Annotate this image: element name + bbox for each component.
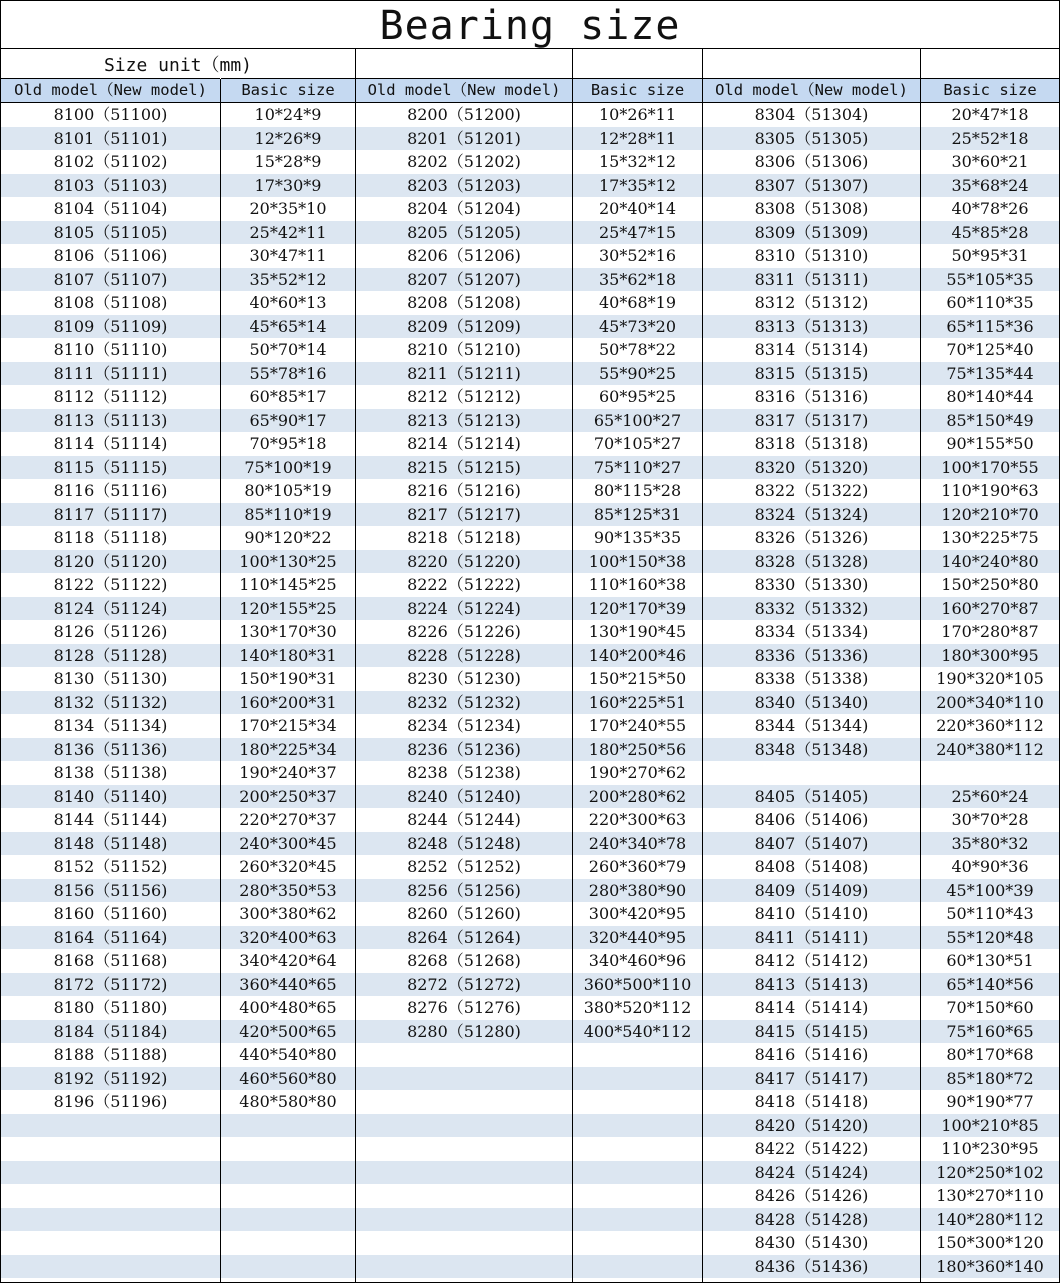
- model-cell: 8315（51315): [754, 363, 869, 383]
- basic-size-cell: 25*52*18: [951, 128, 1029, 148]
- basic-size-cell: 240*300*45: [239, 833, 337, 853]
- model-cell: 8207（51207): [407, 269, 521, 289]
- model-cell: 8268（51268): [407, 951, 521, 970]
- model-cell: 8416（51416): [754, 1045, 869, 1064]
- basic-size-cell: 90*120*22: [244, 528, 332, 547]
- model-cell: 8107（51107): [53, 269, 168, 289]
- basic-size-cell: 80*115*28: [593, 481, 682, 500]
- header-old-model-3: [703, 78, 920, 103]
- basic-size-cell: 260*360*79: [588, 857, 687, 876]
- basic-size-cell: 10*26*11: [598, 105, 677, 124]
- model-cell: 8224（51224): [407, 598, 521, 618]
- model-cell: 8192（51192): [53, 1068, 168, 1088]
- basic-size-cell: 440*540*80: [239, 1045, 337, 1064]
- model-cell: 8306（51306): [754, 152, 869, 171]
- basic-size-cell: 180*300*95: [941, 645, 1039, 665]
- basic-size-cell: 50*78*22: [598, 340, 677, 359]
- model-cell: 8216（51216): [407, 481, 521, 500]
- basic-size-cell: 220*360*112: [936, 716, 1044, 735]
- model-cell: 8220（51220): [407, 551, 521, 571]
- header-basic-size-1: [221, 78, 355, 103]
- header-label: Basic size: [590, 81, 685, 99]
- model-cell: 8148（51148): [53, 833, 168, 853]
- model-cell: 8208（51208): [407, 293, 521, 312]
- basic-size-cell: 45*85*28: [951, 222, 1029, 242]
- model-cell: 8103（51103): [53, 175, 168, 195]
- model-cell: 8320（51320): [754, 457, 869, 477]
- model-cell: 8236（51236): [407, 739, 521, 759]
- model-cell: 8252（51252): [407, 857, 521, 876]
- model-cell: 8334（51334): [754, 622, 869, 641]
- basic-size-cell: 340*420*64: [239, 951, 337, 970]
- model-cell: 8201（51201): [407, 128, 521, 148]
- basic-size-cell: 180*250*56: [588, 739, 687, 759]
- basic-size-cell: 20*40*14: [598, 199, 677, 218]
- model-cell: 8311（51311): [754, 269, 869, 289]
- model-cell: 8330（51330): [754, 575, 869, 594]
- basic-size-cell: 15*28*9: [254, 152, 322, 171]
- model-cell: 8304（51304): [754, 105, 869, 124]
- model-cell: 8160（51160): [53, 904, 168, 923]
- model-cell: 8407（51407): [754, 833, 869, 853]
- basic-size-cell: 190*270*62: [588, 763, 687, 782]
- model-cell: 8412（51412): [754, 951, 869, 970]
- header-label: Basic size: [241, 81, 335, 99]
- column-divider: [920, 49, 921, 1282]
- basic-size-cell: 65*90*17: [249, 410, 327, 430]
- model-cell: 8209（51209): [407, 316, 521, 336]
- model-cell: 8313（51313): [754, 316, 869, 336]
- basic-size-cell: 80*170*68: [946, 1045, 1034, 1064]
- basic-size-cell: 17*30*9: [254, 175, 322, 195]
- model-cell: 8113（51113): [53, 410, 168, 430]
- basic-size-cell: 180*225*34: [239, 739, 337, 759]
- model-cell: 8244（51244): [407, 810, 521, 829]
- model-cell: 8436（51436): [754, 1256, 869, 1276]
- header-label: Old model（New model): [367, 81, 561, 99]
- basic-size-cell: 55*78*16: [249, 363, 327, 383]
- basic-size-cell: [921, 761, 1059, 785]
- header-old-model-1: [1, 78, 220, 103]
- model-cell: 8144（51144): [53, 810, 168, 829]
- basic-size-cell: 130*270*110: [936, 1186, 1044, 1205]
- model-cell: 8260（51260): [407, 904, 521, 923]
- model-cell: 8308（51308): [754, 199, 869, 218]
- basic-size-cell: 50*70*14: [249, 340, 327, 359]
- basic-size-cell: 85*180*72: [946, 1068, 1034, 1088]
- basic-size-cell: 10*24*9: [254, 105, 322, 124]
- model-cell: 8336（51336): [754, 645, 869, 665]
- basic-size-cell: 300*380*62: [239, 904, 337, 923]
- basic-size-cell: 75*110*27: [593, 457, 682, 477]
- basic-size-cell: 400*480*65: [239, 998, 337, 1017]
- basic-size-cell: 45*100*39: [946, 880, 1034, 900]
- model-cell: 8134（51134): [53, 716, 168, 735]
- basic-size-cell: 70*95*18: [249, 434, 327, 453]
- basic-size-cell: 200*340*110: [936, 692, 1044, 712]
- basic-size-cell: 12*28*11: [598, 128, 677, 148]
- basic-size-cell: 220*270*37: [239, 810, 337, 829]
- model-cell: 8140（51140): [53, 786, 168, 806]
- basic-size-cell: 40*90*36: [951, 857, 1029, 876]
- basic-size-cell: 30*70*28: [951, 810, 1029, 829]
- model-cell: 8430（51430): [754, 1233, 869, 1252]
- basic-size-cell: 200*280*62: [588, 786, 687, 806]
- model-cell: 8322（51322): [754, 481, 869, 500]
- basic-size-cell: 160*270*87: [941, 598, 1039, 618]
- basic-size-cell: 25*60*24: [951, 786, 1029, 806]
- model-cell: 8126（51126): [53, 622, 168, 641]
- basic-size-cell: 340*460*96: [588, 951, 687, 970]
- basic-size-cell: 100*170*55: [941, 457, 1039, 477]
- model-cell: 8124（51124): [53, 598, 168, 618]
- basic-size-cell: 240*380*112: [936, 739, 1044, 759]
- basic-size-cell: 15*32*12: [598, 152, 677, 171]
- model-cell: 8188（51188): [53, 1045, 168, 1064]
- model-cell: 8116（51116): [53, 481, 168, 500]
- model-cell: 8217（51217): [407, 504, 521, 524]
- model-cell: 8415（51415): [754, 1021, 869, 1041]
- model-cell: 8105（51105): [53, 222, 168, 242]
- basic-size-cell: 150*250*80: [941, 575, 1039, 594]
- basic-size-cell: 30*52*16: [598, 246, 677, 265]
- model-cell: 8240（51240): [407, 786, 521, 806]
- model-cell: 8406（51406): [754, 810, 869, 829]
- basic-size-cell: 75*100*19: [244, 457, 332, 477]
- basic-size-cell: 360*500*110: [583, 974, 692, 994]
- model-cell: 8222（51222): [407, 575, 521, 594]
- model-cell: 8204（51204): [407, 199, 521, 218]
- model-cell: 8312（51312): [754, 293, 869, 312]
- model-cell: 8172（51172): [53, 974, 168, 994]
- basic-size-cell: 120*250*102: [936, 1162, 1044, 1182]
- model-cell: 8338（51338): [754, 669, 869, 688]
- model-cell: 8408（51408): [754, 857, 869, 876]
- model-cell: 8309（51309): [754, 222, 869, 242]
- model-cell: 8122（51122): [53, 575, 168, 594]
- model-cell: 8110（51110): [53, 340, 168, 359]
- basic-size-cell: 190*240*37: [239, 763, 337, 782]
- model-cell: 8109（51109): [53, 316, 168, 336]
- model-cell: 8108（51108): [53, 293, 168, 312]
- model-cell: 8328（51328): [754, 551, 869, 571]
- basic-size-cell: 35*62*18: [598, 269, 677, 289]
- model-cell: 8180（51180): [53, 998, 168, 1017]
- model-cell: 8226（51226): [407, 622, 521, 641]
- model-cell: 8128（51128): [53, 645, 168, 665]
- model-cell: 8410（51410): [754, 904, 869, 923]
- basic-size-cell: 160*200*31: [239, 692, 337, 712]
- basic-size-cell: 50*95*31: [951, 246, 1029, 265]
- basic-size-cell: 100*150*38: [588, 551, 687, 571]
- model-cell: 8210（51210): [407, 340, 521, 359]
- model-cell: 8411（51411): [754, 927, 869, 947]
- model-cell: 8248（51248): [407, 833, 521, 853]
- basic-size-cell: 100*210*85: [941, 1115, 1039, 1135]
- model-cell: 8280（51280): [407, 1021, 521, 1041]
- model-cell: 8211（51211): [407, 363, 521, 383]
- basic-size-cell: 130*170*30: [239, 622, 337, 641]
- model-cell: 8264（51264): [407, 927, 521, 947]
- basic-size-cell: 85*110*19: [244, 504, 332, 524]
- model-cell: 8112（51112): [53, 387, 168, 406]
- basic-size-cell: 20*47*18: [951, 105, 1029, 124]
- basic-size-cell: 75*160*65: [946, 1021, 1034, 1041]
- model-cell: 8100（51100): [53, 105, 168, 124]
- basic-size-cell: 60*85*17: [249, 387, 327, 406]
- model-cell: 8228（51228): [407, 645, 521, 665]
- basic-size-cell: 85*125*31: [593, 504, 682, 524]
- basic-size-cell: 40*60*13: [249, 293, 327, 312]
- model-cell: 8101（51101): [53, 128, 168, 148]
- model-cell: 8317（51317): [754, 410, 869, 430]
- basic-size-cell: 190*320*105: [936, 669, 1044, 688]
- model-cell: 8272（51272): [407, 974, 521, 994]
- basic-size-cell: 240*340*78: [588, 833, 687, 853]
- basic-size-cell: 140*180*31: [239, 645, 337, 665]
- column-divider: [220, 79, 221, 1282]
- basic-size-cell: 65*100*27: [593, 410, 682, 430]
- header-label: Old model（New model): [14, 81, 207, 99]
- basic-size-cell: 130*225*75: [941, 528, 1039, 547]
- model-cell: 8316（51316): [754, 387, 869, 406]
- basic-size-cell: 170*280*87: [941, 622, 1039, 641]
- model-cell: 8422（51422): [754, 1139, 869, 1158]
- model-cell: 8234（51234): [407, 716, 521, 735]
- model-cell: 8114（51114): [53, 434, 168, 453]
- basic-size-cell: 60*130*51: [946, 951, 1034, 970]
- header-label: Basic size: [943, 81, 1037, 99]
- basic-size-cell: 85*150*49: [946, 410, 1034, 430]
- basic-size-cell: 460*560*80: [239, 1068, 337, 1088]
- basic-size-cell: 30*47*11: [249, 246, 327, 265]
- model-cell: 8426（51426): [754, 1186, 869, 1205]
- model-cell: 8104（51104): [53, 199, 168, 218]
- basic-size-cell: 360*440*65: [239, 974, 337, 994]
- basic-size-cell: 55*120*48: [946, 927, 1034, 947]
- basic-size-cell: 320*440*95: [588, 927, 687, 947]
- model-cell: 8318（51318): [754, 434, 869, 453]
- model-cell: 8136（51136): [53, 739, 168, 759]
- model-cell: 8203（51203): [407, 175, 521, 195]
- basic-size-cell: 400*540*112: [583, 1021, 692, 1041]
- model-cell: 8138（51138): [53, 763, 168, 782]
- basic-size-cell: 140*240*80: [941, 551, 1039, 571]
- basic-size-cell: 45*65*14: [249, 316, 327, 336]
- model-cell: 8117（51117): [53, 504, 168, 524]
- model-cell: 8232（51232): [407, 692, 521, 712]
- model-cell: 8344（51344): [754, 716, 869, 735]
- basic-size-cell: 150*300*120: [936, 1233, 1044, 1252]
- basic-size-cell: 80*105*19: [244, 481, 332, 500]
- basic-size-cell: 40*78*26: [951, 199, 1029, 218]
- basic-size-cell: 70*125*40: [946, 340, 1034, 359]
- model-cell: 8184（51184): [53, 1021, 168, 1041]
- size-unit-row: [1, 49, 1059, 77]
- basic-size-cell: 50*110*43: [946, 904, 1034, 923]
- basic-size-cell: 150*215*50: [588, 669, 687, 688]
- model-cell: 8324（51324): [754, 504, 869, 524]
- model-cell: 8424（51424): [754, 1162, 869, 1182]
- model-cell: 8256（51256): [407, 880, 521, 900]
- model-cell: 8238（51238): [407, 763, 521, 782]
- model-cell: 8111（51111): [53, 363, 168, 383]
- column-divider: [572, 49, 573, 1282]
- model-cell: 8307（51307): [754, 175, 869, 195]
- model-cell: 8212（51212): [407, 387, 521, 406]
- basic-size-cell: 110*190*63: [941, 481, 1039, 500]
- basic-size-cell: 120*155*25: [239, 598, 337, 618]
- model-cell: 8206（51206): [407, 246, 521, 265]
- basic-size-cell: 120*210*70: [941, 504, 1039, 524]
- basic-size-cell: 30*60*21: [951, 152, 1029, 171]
- model-cell: 8202（51202): [407, 152, 521, 171]
- basic-size-cell: 70*150*60: [946, 998, 1034, 1017]
- model-cell: 8152（51152): [53, 857, 168, 876]
- basic-size-cell: 65*115*36: [946, 316, 1034, 336]
- basic-size-cell: 140*280*112: [936, 1209, 1044, 1229]
- basic-size-cell: 130*190*45: [588, 622, 687, 641]
- model-cell: 8106（51106): [53, 246, 168, 265]
- basic-size-cell: 320*400*63: [239, 927, 337, 947]
- model-cell: 8276（51276): [407, 998, 521, 1017]
- header-basic-size-3: [921, 78, 1059, 103]
- basic-size-cell: 35*80*32: [951, 833, 1029, 853]
- model-cell: 8200（51200): [407, 105, 521, 124]
- basic-size-cell: 420*500*65: [239, 1021, 337, 1041]
- basic-size-cell: 20*35*10: [249, 199, 327, 218]
- model-cell: 8214（51214): [407, 434, 521, 453]
- model-cell: 8164（51164): [53, 927, 168, 947]
- basic-size-cell: 60*95*25: [598, 387, 677, 406]
- model-cell: 8215（51215): [407, 457, 521, 477]
- model-cell: 8413（51413): [754, 974, 869, 994]
- basic-size-cell: 160*225*51: [588, 692, 687, 712]
- basic-size-cell: 140*200*46: [588, 645, 687, 665]
- model-cell: 8418（51418): [754, 1092, 869, 1111]
- model-cell: 8332（51332): [754, 598, 869, 618]
- model-cell: 8130（51130): [53, 669, 168, 688]
- model-cell: 8305（51305): [754, 128, 869, 148]
- page-title: Bearing size: [1, 1, 1059, 49]
- model-cell: 8414（51414): [754, 998, 869, 1017]
- header-label: Old model（New model): [715, 81, 908, 99]
- basic-size-cell: 170*215*34: [239, 716, 337, 735]
- model-cell: 8205（51205): [407, 222, 521, 242]
- model-cell: 8348（51348): [754, 739, 869, 759]
- header-old-model-2: [356, 78, 572, 103]
- model-cell: 8230（51230): [407, 669, 521, 688]
- basic-size-cell: 220*300*63: [588, 810, 687, 829]
- basic-size-cell: 480*580*80: [239, 1092, 337, 1111]
- basic-size-cell: 260*320*45: [239, 857, 337, 876]
- model-cell: 8118（51118): [53, 528, 168, 547]
- basic-size-cell: 65*140*56: [946, 974, 1034, 994]
- column-divider: [355, 49, 356, 1282]
- basic-size-cell: 380*520*112: [583, 998, 692, 1017]
- basic-size-cell: 55*90*25: [598, 363, 677, 383]
- basic-size-cell: 35*52*12: [249, 269, 327, 289]
- model-cell: 8420（51420): [754, 1115, 869, 1135]
- basic-size-cell: 70*105*27: [593, 434, 682, 453]
- basic-size-cell: 110*145*25: [239, 575, 337, 594]
- basic-size-cell: 25*47*15: [598, 222, 677, 242]
- basic-size-cell: 100*130*25: [239, 551, 337, 571]
- model-cell: 8314（51314): [754, 340, 869, 359]
- column-divider: [702, 49, 703, 1282]
- model-cell: 8120（51120): [53, 551, 168, 571]
- basic-size-cell: 25*42*11: [249, 222, 327, 242]
- basic-size-cell: 90*190*77: [946, 1092, 1034, 1111]
- basic-size-cell: 75*135*44: [946, 363, 1034, 383]
- basic-size-cell: 35*68*24: [951, 175, 1029, 195]
- basic-size-cell: 300*420*95: [588, 904, 687, 923]
- basic-size-cell: 60*110*35: [946, 293, 1034, 312]
- model-cell: [703, 761, 920, 785]
- basic-size-cell: 12*26*9: [254, 128, 322, 148]
- basic-size-cell: 55*105*35: [946, 269, 1034, 289]
- model-cell: 8102（51102): [53, 152, 168, 171]
- model-cell: 8428（51428): [754, 1209, 869, 1229]
- basic-size-cell: 120*170*39: [588, 598, 687, 618]
- size-unit-label: Size unit（mm): [103, 55, 253, 76]
- basic-size-cell: 45*73*20: [598, 316, 677, 336]
- basic-size-cell: 40*68*19: [598, 293, 677, 312]
- basic-size-cell: 90*135*35: [593, 528, 682, 547]
- basic-size-cell: 90*155*50: [946, 434, 1034, 453]
- basic-size-cell: 80*140*44: [946, 387, 1034, 406]
- model-cell: 8168（51168): [53, 951, 168, 970]
- basic-size-cell: 110*230*95: [941, 1139, 1039, 1158]
- model-cell: 8340（51340): [754, 692, 869, 712]
- model-cell: 8156（51156): [53, 880, 168, 900]
- basic-size-cell: 170*240*55: [588, 716, 687, 735]
- model-cell: 8417（51417): [754, 1068, 869, 1088]
- basic-size-cell: 150*190*31: [239, 669, 337, 688]
- basic-size-cell: 110*160*38: [588, 575, 687, 594]
- model-cell: 8326（51326): [754, 528, 869, 547]
- model-cell: 8405（51405): [754, 786, 869, 806]
- header-basic-size-2: [573, 78, 702, 103]
- model-cell: 8310（51310): [754, 246, 869, 265]
- basic-size-cell: 17*35*12: [598, 175, 677, 195]
- model-cell: 8218（51218): [407, 528, 521, 547]
- basic-size-cell: 200*250*37: [239, 786, 337, 806]
- model-cell: 8115（51115): [53, 457, 168, 477]
- model-cell: 8196（51196): [53, 1092, 168, 1111]
- model-cell: 8409（51409): [754, 880, 869, 900]
- basic-size-cell: 280*380*90: [588, 880, 687, 900]
- model-cell: 8132（51132): [53, 692, 168, 712]
- model-cell: 8213（51213): [407, 410, 521, 430]
- basic-size-cell: 280*350*53: [239, 880, 337, 900]
- basic-size-cell: 180*360*140: [936, 1256, 1044, 1276]
